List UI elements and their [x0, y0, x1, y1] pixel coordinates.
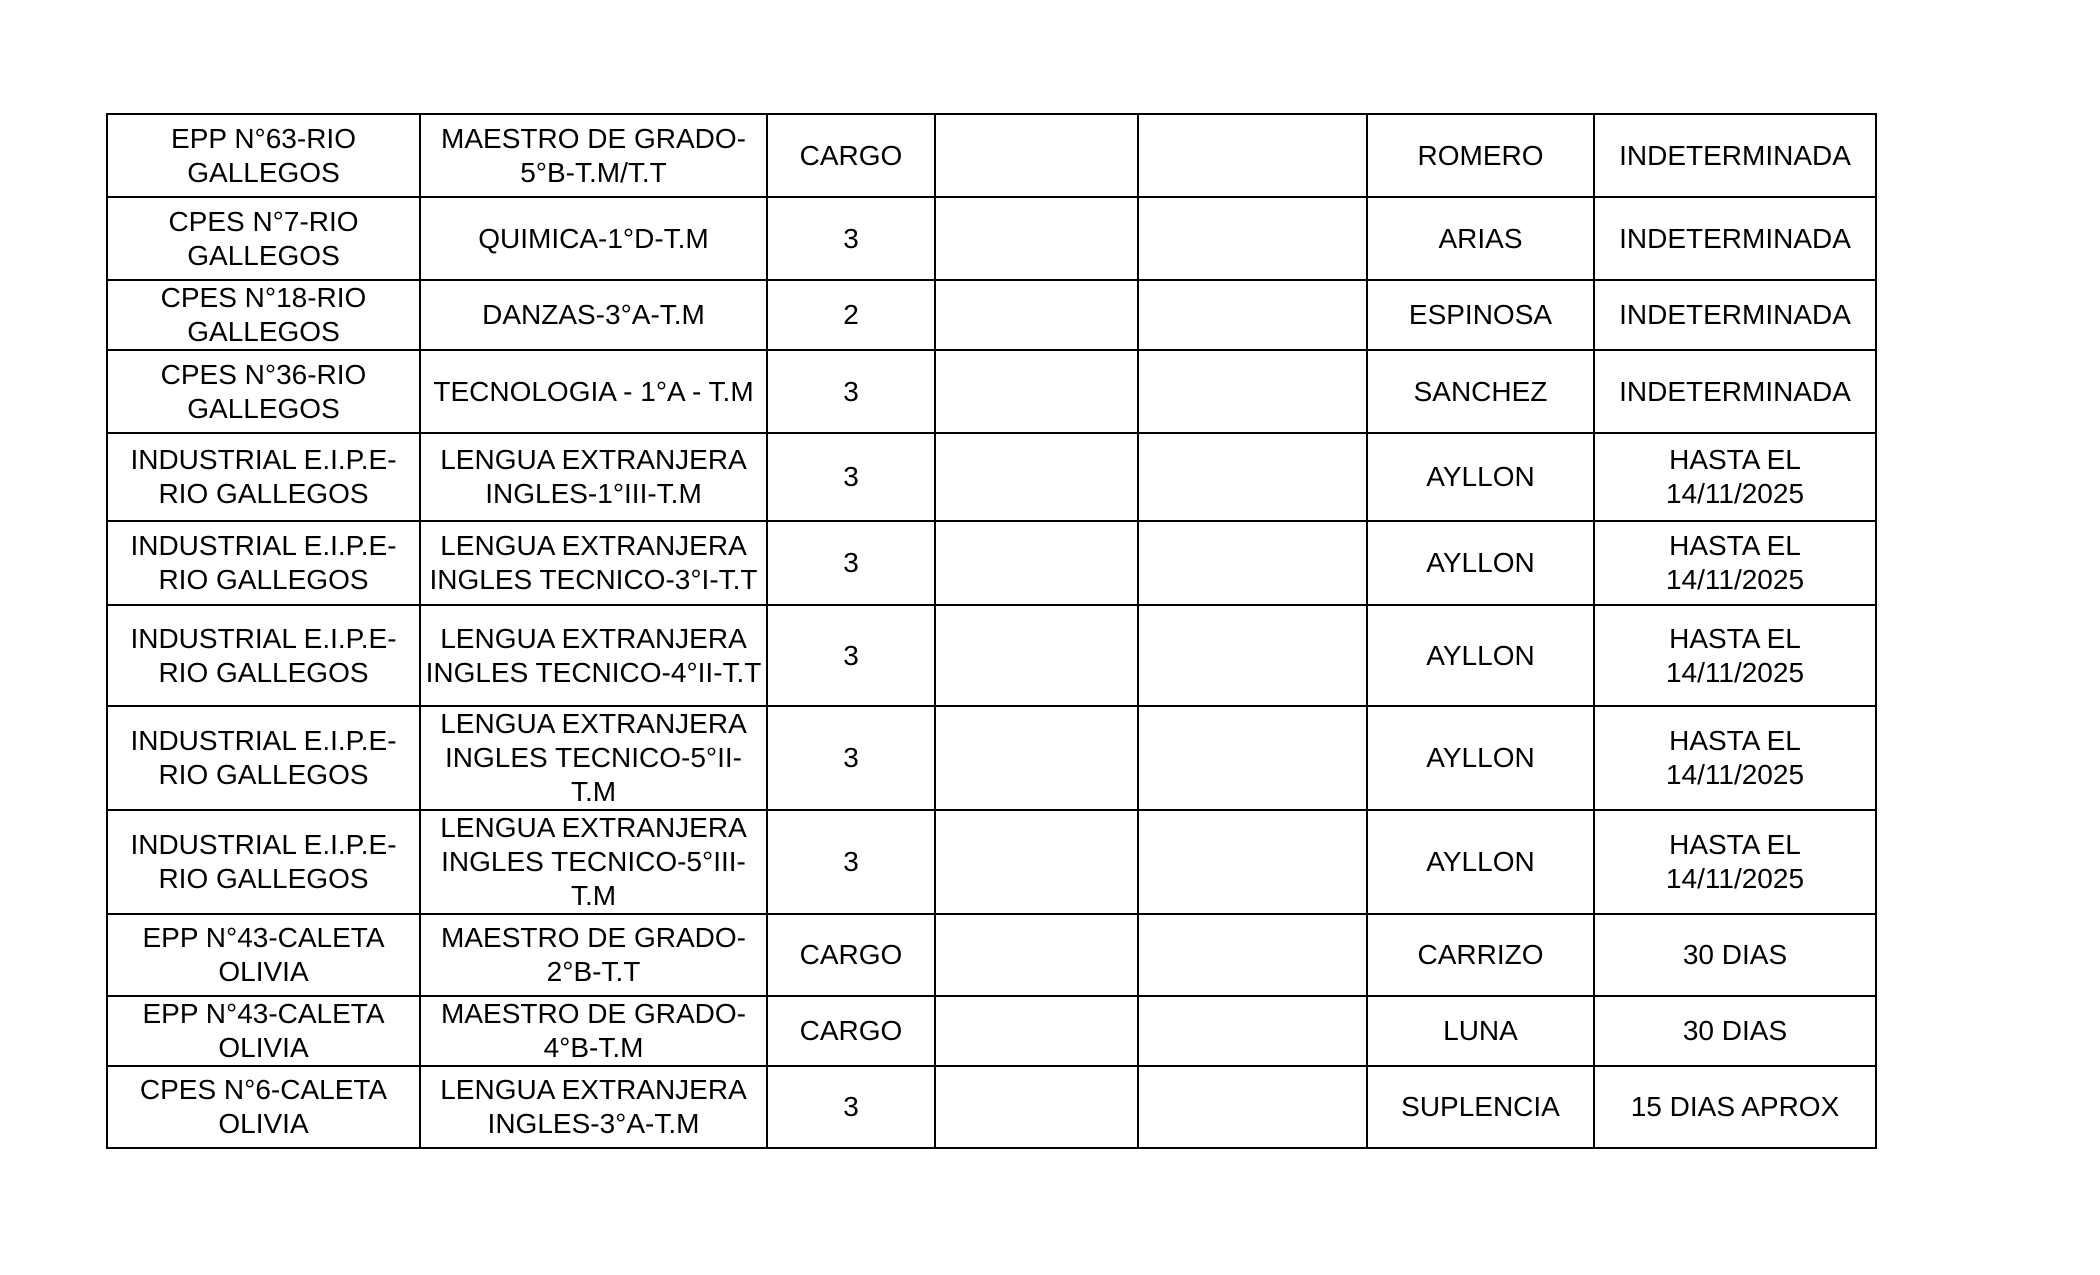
empty-cell	[935, 521, 1138, 605]
subject-cell: MAESTRO DE GRADO- 5°B-T.M/T.T	[420, 114, 767, 197]
school-cell: INDUSTRIAL E.I.P.E- RIO GALLEGOS	[107, 521, 420, 605]
school-cell: CPES N°18-RIO GALLEGOS	[107, 280, 420, 350]
empty-cell	[1138, 996, 1367, 1066]
school-cell: EPP N°43-CALETA OLIVIA	[107, 914, 420, 996]
hours-cell: 3	[767, 1066, 935, 1148]
table-row	[107, 350, 1876, 433]
teacher-cell: AYLLON	[1367, 810, 1594, 914]
teacher-cell: ROMERO	[1367, 114, 1594, 197]
table-row	[107, 810, 1876, 914]
school-cell: INDUSTRIAL E.I.P.E- RIO GALLEGOS	[107, 433, 420, 521]
empty-cell	[1138, 521, 1367, 605]
teacher-cell: ESPINOSA	[1367, 280, 1594, 350]
empty-cell	[1138, 114, 1367, 197]
table-row	[107, 114, 1876, 197]
teacher-cell: SANCHEZ	[1367, 350, 1594, 433]
empty-cell	[935, 197, 1138, 280]
subject-cell: MAESTRO DE GRADO- 4°B-T.M	[420, 996, 767, 1066]
empty-cell	[1138, 914, 1367, 996]
table-row	[107, 197, 1876, 280]
subject-cell: LENGUA EXTRANJERA INGLES TECNICO-3°I-T.T	[420, 521, 767, 605]
teacher-cell: LUNA	[1367, 996, 1594, 1066]
subject-cell: LENGUA EXTRANJERA INGLES-3°A-T.M	[420, 1066, 767, 1148]
duration-cell: HASTA EL 14/11/2025	[1594, 433, 1876, 521]
hours-cell: 3	[767, 350, 935, 433]
subject-cell: MAESTRO DE GRADO- 2°B-T.T	[420, 914, 767, 996]
table-row	[107, 706, 1876, 810]
teacher-cell: CARRIZO	[1367, 914, 1594, 996]
empty-cell	[935, 433, 1138, 521]
subject-cell: QUIMICA-1°D-T.M	[420, 197, 767, 280]
school-cell: INDUSTRIAL E.I.P.E- RIO GALLEGOS	[107, 706, 420, 810]
duration-cell: INDETERMINADA	[1594, 114, 1876, 197]
table-row	[107, 605, 1876, 706]
hours-cell: 3	[767, 605, 935, 706]
empty-cell	[935, 605, 1138, 706]
subject-cell: TECNOLOGIA - 1°A - T.M	[420, 350, 767, 433]
hours-cell: 3	[767, 433, 935, 521]
teacher-cell: AYLLON	[1367, 433, 1594, 521]
school-cell: CPES N°7-RIO GALLEGOS	[107, 197, 420, 280]
empty-cell	[1138, 706, 1367, 810]
hours-cell: CARGO	[767, 996, 935, 1066]
school-cell: INDUSTRIAL E.I.P.E- RIO GALLEGOS	[107, 810, 420, 914]
subject-cell: DANZAS-3°A-T.M	[420, 280, 767, 350]
duration-cell: INDETERMINADA	[1594, 280, 1876, 350]
teacher-cell: AYLLON	[1367, 706, 1594, 810]
subject-cell: LENGUA EXTRANJERA INGLES TECNICO-5°II-T.M	[420, 706, 767, 810]
empty-cell	[1138, 433, 1367, 521]
duration-cell: INDETERMINADA	[1594, 350, 1876, 433]
empty-cell	[935, 810, 1138, 914]
duration-cell: HASTA EL 14/11/2025	[1594, 605, 1876, 706]
table-row	[107, 914, 1876, 996]
teacher-cell: AYLLON	[1367, 605, 1594, 706]
empty-cell	[935, 1066, 1138, 1148]
empty-cell	[935, 996, 1138, 1066]
hours-cell: 3	[767, 197, 935, 280]
empty-cell	[1138, 1066, 1367, 1148]
school-cell: CPES N°6-CALETA OLIVIA	[107, 1066, 420, 1148]
duration-cell: 15 DIAS APROX	[1594, 1066, 1876, 1148]
school-cell: EPP N°63-RIO GALLEGOS	[107, 114, 420, 197]
empty-cell	[935, 114, 1138, 197]
hours-cell: 3	[767, 521, 935, 605]
subject-cell: LENGUA EXTRANJERA INGLES TECNICO-5°III- T.M	[420, 810, 767, 914]
school-cell: CPES N°36-RIO GALLEGOS	[107, 350, 420, 433]
teacher-cell: AYLLON	[1367, 521, 1594, 605]
hours-cell: 2	[767, 280, 935, 350]
empty-cell	[935, 706, 1138, 810]
subject-cell: LENGUA EXTRANJERA INGLES-1°III-T.M	[420, 433, 767, 521]
duration-cell: HASTA EL 14/11/2025	[1594, 521, 1876, 605]
empty-cell	[935, 350, 1138, 433]
table-row	[107, 996, 1876, 1066]
table-row	[107, 1066, 1876, 1148]
hours-cell: CARGO	[767, 914, 935, 996]
school-cell: EPP N°43-CALETA OLIVIA	[107, 996, 420, 1066]
duration-cell: HASTA EL 14/11/2025	[1594, 810, 1876, 914]
empty-cell	[1138, 350, 1367, 433]
empty-cell	[1138, 605, 1367, 706]
teacher-cell: SUPLENCIA	[1367, 1066, 1594, 1148]
hours-cell: CARGO	[767, 114, 935, 197]
duration-cell: INDETERMINADA	[1594, 197, 1876, 280]
empty-cell	[1138, 197, 1367, 280]
empty-cell	[935, 914, 1138, 996]
hours-cell: 3	[767, 810, 935, 914]
subject-cell: LENGUA EXTRANJERA INGLES TECNICO-4°II-T.T	[420, 605, 767, 706]
duration-cell: HASTA EL 14/11/2025	[1594, 706, 1876, 810]
school-cell: INDUSTRIAL E.I.P.E- RIO GALLEGOS	[107, 605, 420, 706]
empty-cell	[1138, 280, 1367, 350]
table-row	[107, 280, 1876, 350]
table-row	[107, 433, 1876, 521]
empty-cell	[935, 280, 1138, 350]
table-row	[107, 521, 1876, 605]
empty-cell	[1138, 810, 1367, 914]
teacher-cell: ARIAS	[1367, 197, 1594, 280]
hours-cell: 3	[767, 706, 935, 810]
duration-cell: 30 DIAS	[1594, 914, 1876, 996]
duration-cell: 30 DIAS	[1594, 996, 1876, 1066]
vacancy-table	[106, 113, 1877, 1149]
